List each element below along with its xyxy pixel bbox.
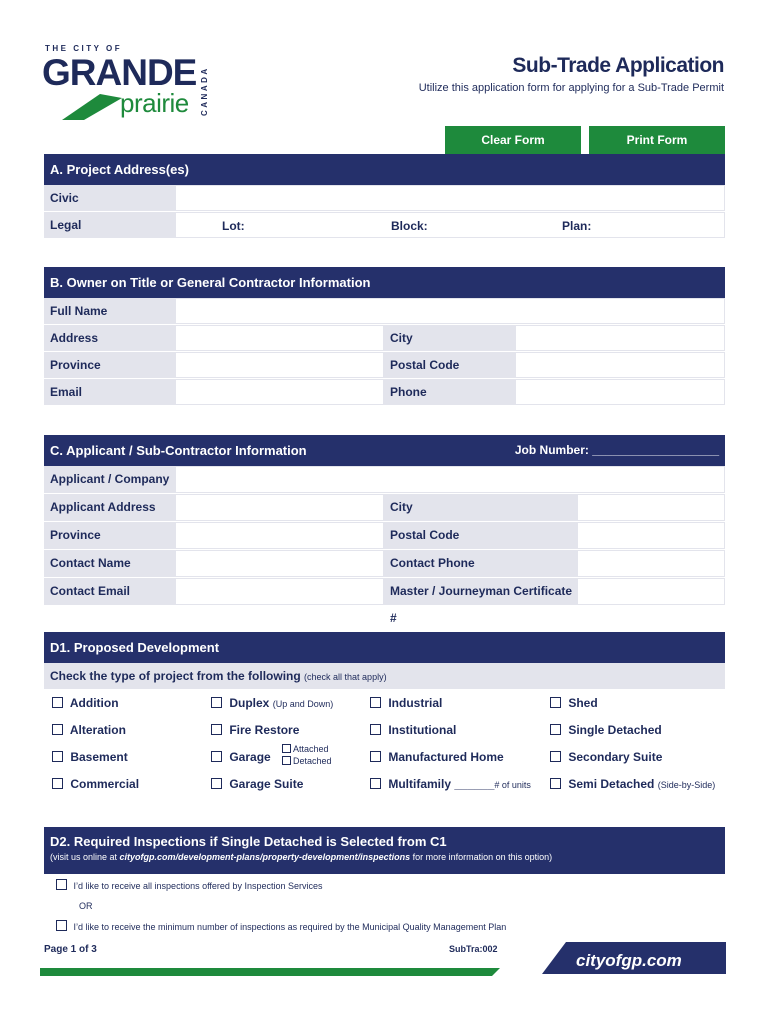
d1-instruction-note: (check all that apply)	[304, 672, 387, 682]
option-single-detached[interactable]	[550, 723, 662, 737]
option-institutional[interactable]	[370, 723, 456, 737]
full-name-label: Full Name	[44, 298, 175, 324]
attached-label: Attached	[293, 744, 329, 754]
certificate-input[interactable]	[577, 578, 725, 605]
option-manufactured-home[interactable]	[370, 750, 504, 764]
single-detached-label: Single Detached	[568, 723, 662, 737]
section-c-header	[44, 435, 725, 466]
applicant-address-label: Applicant Address	[44, 494, 175, 521]
logo-prairie: prairie	[120, 88, 189, 118]
section-d1-title: D1. Proposed Development	[50, 640, 220, 655]
d1-instruction-text: Check the type of project from the following	[50, 669, 301, 683]
option-industrial[interactable]	[370, 696, 442, 710]
section-d2-title: D2. Required Inspections if Single Detached is Selected from C1	[50, 834, 447, 849]
logo-canada: CANADA	[200, 66, 209, 116]
owner-address-input[interactable]	[175, 325, 384, 351]
multifamily-label: Multifamily	[388, 777, 452, 791]
lot-label: Lot:	[222, 219, 245, 233]
owner-phone-label: Phone	[384, 379, 515, 405]
shed-label: Shed	[568, 696, 598, 710]
contact-email-label: Contact Email	[44, 578, 175, 605]
full-name-input[interactable]	[175, 298, 725, 324]
d2-or: OR	[79, 901, 93, 911]
applicant-company-input[interactable]	[175, 466, 725, 493]
detached-checkbox[interactable]	[282, 756, 291, 765]
garage-label: Garage	[229, 750, 271, 764]
applicant-province-row	[44, 522, 725, 550]
single-detached-checkbox[interactable]	[550, 724, 561, 735]
duplex-label: Duplex	[229, 696, 270, 710]
owner-postal-input[interactable]	[515, 352, 725, 378]
garage-attached-option[interactable]	[282, 743, 332, 755]
option-semi-detached[interactable]	[550, 777, 715, 791]
job-number-field[interactable]: Job Number: ___________________	[514, 443, 719, 457]
garage-checkbox[interactable]	[211, 751, 222, 762]
footer-website[interactable]: cityofgp.com	[576, 951, 682, 970]
contact-email-row	[44, 578, 725, 625]
fire-restore-checkbox[interactable]	[211, 724, 222, 735]
logo-city-of: THE CITY OF	[45, 44, 123, 53]
inspection-option-minimum[interactable]	[56, 920, 506, 932]
legal-row	[44, 212, 725, 239]
section-b-header	[44, 267, 725, 298]
section-d2-visit-note	[50, 852, 725, 862]
owner-city-label: City	[384, 325, 515, 351]
d1-instruction	[44, 663, 725, 689]
legal-input-group[interactable]	[175, 212, 725, 238]
semi-detached-note: (Side-by-Side)	[657, 780, 716, 790]
owner-city-input[interactable]	[515, 325, 725, 351]
option-garage-suite[interactable]	[211, 777, 303, 791]
section-c-title: C. Applicant / Sub-Contractor Information	[50, 443, 307, 458]
addition-checkbox[interactable]	[52, 697, 63, 708]
garage-suite-checkbox[interactable]	[211, 778, 222, 789]
attached-checkbox[interactable]	[282, 744, 291, 753]
plan-label: Plan:	[562, 219, 592, 233]
industrial-checkbox[interactable]	[370, 697, 381, 708]
garage-detached-option[interactable]	[282, 755, 332, 767]
secondary-suite-checkbox[interactable]	[550, 751, 561, 762]
all-inspections-checkbox[interactable]	[56, 879, 67, 890]
visit-suffix: for more information on this option)	[410, 852, 553, 862]
civic-label: Civic	[44, 185, 175, 211]
owner-email-input[interactable]	[175, 379, 384, 405]
manufactured-home-checkbox[interactable]	[370, 751, 381, 762]
civic-row	[44, 185, 725, 212]
semi-detached-checkbox[interactable]	[550, 778, 561, 789]
addition-label: Addition	[69, 696, 119, 710]
owner-province-input[interactable]	[175, 352, 384, 378]
block-label: Block:	[391, 219, 428, 233]
shed-checkbox[interactable]	[550, 697, 561, 708]
applicant-province-label: Province	[44, 522, 175, 549]
manufactured-home-label: Manufactured Home	[388, 750, 504, 764]
owner-email-row	[44, 379, 725, 406]
garage-suite-label: Garage Suite	[229, 777, 304, 791]
option-addition[interactable]	[52, 696, 119, 710]
applicant-company-row	[44, 466, 725, 494]
owner-province-row	[44, 352, 725, 379]
option-alteration[interactable]	[52, 723, 126, 737]
detached-label: Detached	[293, 756, 332, 766]
minimum-inspections-checkbox[interactable]	[56, 920, 67, 931]
page-title: Sub-Trade Application	[512, 54, 724, 77]
civic-input[interactable]	[175, 185, 725, 211]
print-form-button[interactable]: Print Form	[589, 126, 725, 154]
applicant-postal-label: Postal Code	[384, 522, 577, 549]
certificate-label: Master / Journeyman Certificate #	[384, 578, 577, 605]
industrial-label: Industrial	[388, 696, 443, 710]
section-b-title: B. Owner on Title or General Contractor Information	[50, 275, 371, 290]
applicant-city-input[interactable]	[577, 494, 725, 521]
multifamily-checkbox[interactable]	[370, 778, 381, 789]
contact-name-row	[44, 550, 725, 578]
owner-postal-label: Postal Code	[384, 352, 515, 378]
page-number: Page 1 of 3	[44, 944, 97, 955]
contact-phone-input[interactable]	[577, 550, 725, 577]
visit-prefix: (visit us online at	[50, 852, 120, 862]
section-d1-header	[44, 632, 725, 663]
legal-label: Legal	[44, 212, 175, 238]
institutional-label: Institutional	[388, 723, 457, 737]
owner-province-label: Province	[44, 352, 175, 378]
contact-name-label: Contact Name	[44, 550, 175, 577]
section-d2-header	[44, 827, 725, 874]
alteration-checkbox[interactable]	[52, 724, 63, 735]
garage-sub-options	[282, 743, 332, 767]
inspections-link[interactable]: cityofgp.com/development-plans/property-development/inspections	[119, 852, 411, 862]
option-shed[interactable]	[550, 696, 598, 710]
section-a-header	[44, 154, 725, 185]
duplex-checkbox[interactable]	[211, 697, 222, 708]
option-fire-restore[interactable]	[211, 723, 299, 737]
option-duplex[interactable]	[211, 696, 333, 710]
institutional-checkbox[interactable]	[370, 724, 381, 735]
contact-email-input[interactable]	[175, 578, 384, 605]
full-name-row	[44, 298, 725, 325]
option-multifamily[interactable]	[370, 777, 531, 791]
form-code: SubTra:002	[449, 944, 498, 954]
page-subtitle: Utilize this application form for applying for a Sub-Trade Permit	[418, 82, 724, 94]
applicant-address-row	[44, 494, 725, 522]
option-garage[interactable]	[211, 750, 271, 764]
logo-chevron-icon	[60, 88, 124, 122]
units-note: # of units	[494, 780, 531, 790]
all-inspections-label: I’d like to receive all inspections offered by Inspection Services	[73, 881, 323, 891]
logo-grande: GRANDE	[42, 52, 197, 93]
inspection-option-all[interactable]	[56, 879, 322, 891]
owner-address-row	[44, 325, 725, 352]
commercial-label: Commercial	[70, 777, 140, 791]
city-logo	[42, 44, 222, 120]
owner-email-label: Email	[44, 379, 175, 405]
owner-phone-input[interactable]	[515, 379, 725, 405]
basement-checkbox[interactable]	[52, 751, 63, 762]
option-basement[interactable]	[52, 750, 128, 764]
applicant-province-input[interactable]	[175, 522, 384, 549]
owner-address-label: Address	[44, 325, 175, 351]
contact-name-input[interactable]	[175, 550, 384, 577]
option-commercial[interactable]	[52, 777, 139, 791]
applicant-company-label: Applicant / Company	[44, 466, 175, 493]
option-secondary-suite[interactable]	[550, 750, 662, 764]
fire-restore-label: Fire Restore	[229, 723, 300, 737]
minimum-inspections-label: I’d like to receive the minimum number of inspections as required by the Municipal Quality Management Plan	[73, 922, 507, 932]
section-a-title: A. Project Address(es)	[50, 162, 189, 177]
units-input[interactable]: ______	[454, 777, 495, 791]
semi-detached-label: Semi Detached	[568, 777, 655, 791]
secondary-suite-label: Secondary Suite	[568, 750, 663, 764]
alteration-label: Alteration	[69, 723, 126, 737]
applicant-postal-input[interactable]	[577, 522, 725, 549]
basement-label: Basement	[70, 750, 128, 764]
applicant-address-input[interactable]	[175, 494, 384, 521]
contact-phone-label: Contact Phone	[384, 550, 577, 577]
clear-form-button[interactable]: Clear Form	[445, 126, 581, 154]
applicant-city-label: City	[384, 494, 577, 521]
duplex-note: (Up and Down)	[272, 699, 334, 709]
commercial-checkbox[interactable]	[52, 778, 63, 789]
d1-instruction-row	[44, 663, 725, 690]
